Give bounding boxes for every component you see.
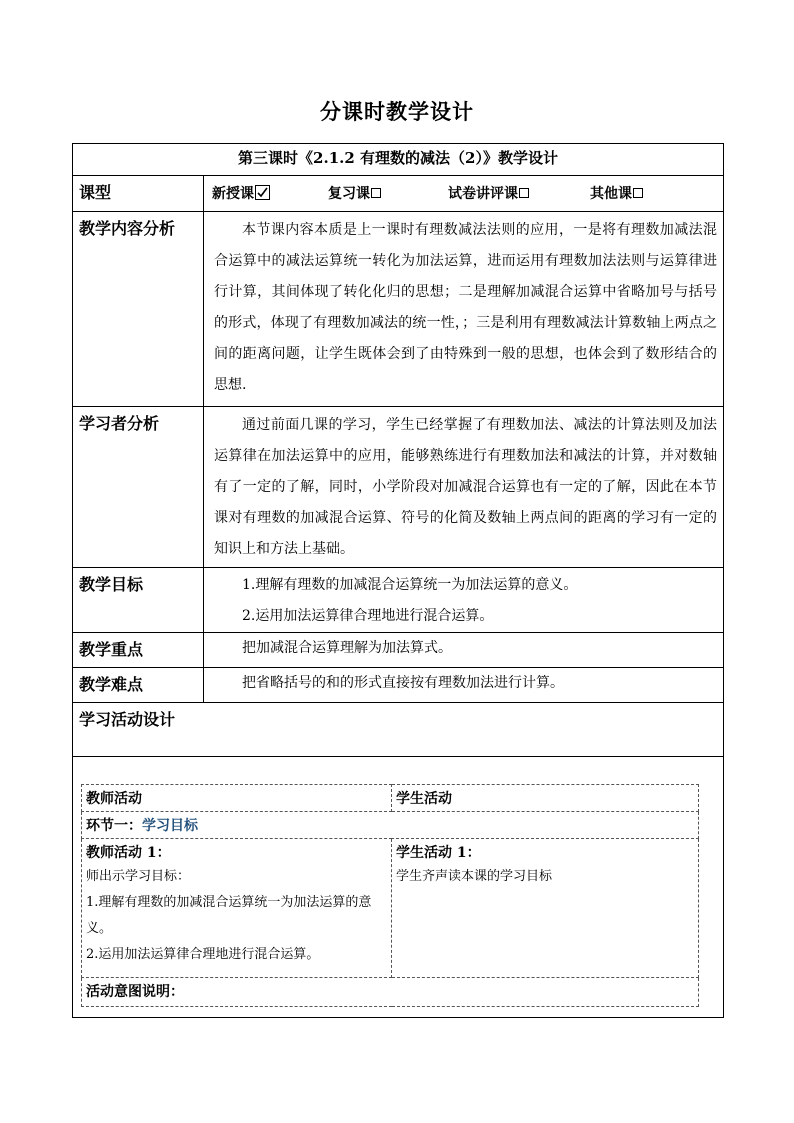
student-activity-cell — [392, 839, 699, 978]
difficulty-label: 教学难点 — [73, 668, 204, 703]
activity-design-cell — [73, 757, 724, 1018]
content-analysis-cell — [204, 212, 724, 407]
option-other-lesson[interactable]: 其他课 — [590, 183, 643, 203]
section-name: 学习目标 — [142, 818, 198, 834]
checked-checkbox-icon[interactable] — [255, 185, 270, 200]
learner-analysis-label: 学习者分析 — [73, 407, 204, 568]
student-activity-text: 学生齐声读本课的学习目标 — [396, 869, 553, 884]
learner-analysis-text: 通过前面几课的学习，学生已经掌握了有理数加法、减法的计算法则及加法运算律在加法运算中的应用，能够熟练进行有理数加法和减法的计算，并对数轴有了一定的了解，同时，小学阶段对加减混合运算也有一定的了解，因此在本节课对有理数的加减混合运算、符号的化简及数轴上两点间的距离的学习有一定的知识上和方法上基础。 — [214, 417, 718, 557]
objective-item: 1.理解有理数的加减混合运算统一为加法运算的意义。 — [242, 577, 578, 593]
activity-intent-label: 活动意图说明： — [82, 978, 699, 1007]
student-activity-header: 学生活动 — [392, 785, 699, 812]
objectives-cell — [204, 568, 724, 633]
teacher-activity-header: 教师活动 — [82, 785, 392, 812]
option-review-lesson[interactable]: 复习课 — [328, 183, 381, 203]
checkbox-icon[interactable] — [371, 188, 381, 198]
checkbox-icon[interactable] — [633, 188, 643, 198]
lesson-design-table — [72, 143, 724, 1018]
checkbox-icon[interactable] — [519, 188, 529, 198]
objectives-label: 教学目标 — [73, 568, 204, 633]
teacher-activity-line: 2.运用加法运算律合理地进行混合运算。 — [86, 947, 320, 962]
key-point-label: 教学重点 — [73, 633, 204, 668]
course-type-label: 课型 — [73, 176, 204, 212]
document-title: 分课时教学设计 — [320, 99, 474, 124]
course-type-options — [204, 176, 724, 212]
key-point-text: 把加减混合运算理解为加法算式。 — [204, 633, 724, 668]
option-exam-review-lesson[interactable]: 试卷讲评课 — [448, 183, 529, 203]
content-analysis-text: 本节课内容本质是上一课时有理数减法法则的应用，一是将有理数加减法混合运算中的减法运算统一转化为加法运算，进而运用有理数加法法则与运算律进行计算，其间体现了转化化归的思想；二是理解加减混合运算中省略加号与括号的形式，体现了有理数加减法的统一性，；三是利用有理数减法计算数轴上两点之间的距离问题，让学生既体会到了由特殊到一般的思想，也体会到了数形结合的思想. — [214, 222, 718, 393]
section-row — [82, 812, 699, 839]
content-analysis-label: 教学内容分析 — [73, 212, 204, 407]
teacher-activity-title: 教师活动 1： — [86, 845, 171, 861]
option-new-lesson[interactable]: 新授课 — [212, 183, 270, 203]
learner-analysis-cell — [204, 407, 724, 568]
objective-item: 2.运用加法运算律合理地进行混合运算。 — [242, 608, 494, 624]
activity-design-label: 学习活动设计 — [73, 703, 724, 757]
section-prefix: 环节一： — [86, 818, 142, 834]
teacher-activity-cell — [82, 839, 392, 978]
teacher-activity-line: 1.理解有理数的加减混合运算统一为加法运算的意义。 — [86, 895, 372, 936]
lesson-title: 第三课时《2.1.2 有理数的减法（2）》教学设计 — [73, 144, 724, 176]
activity-table — [81, 784, 699, 1007]
student-activity-title: 学生活动 1： — [396, 845, 481, 861]
difficulty-text: 把省略括号的和的形式直接按有理数加法进行计算。 — [204, 668, 724, 703]
teacher-activity-line: 师出示学习目标： — [86, 869, 191, 884]
